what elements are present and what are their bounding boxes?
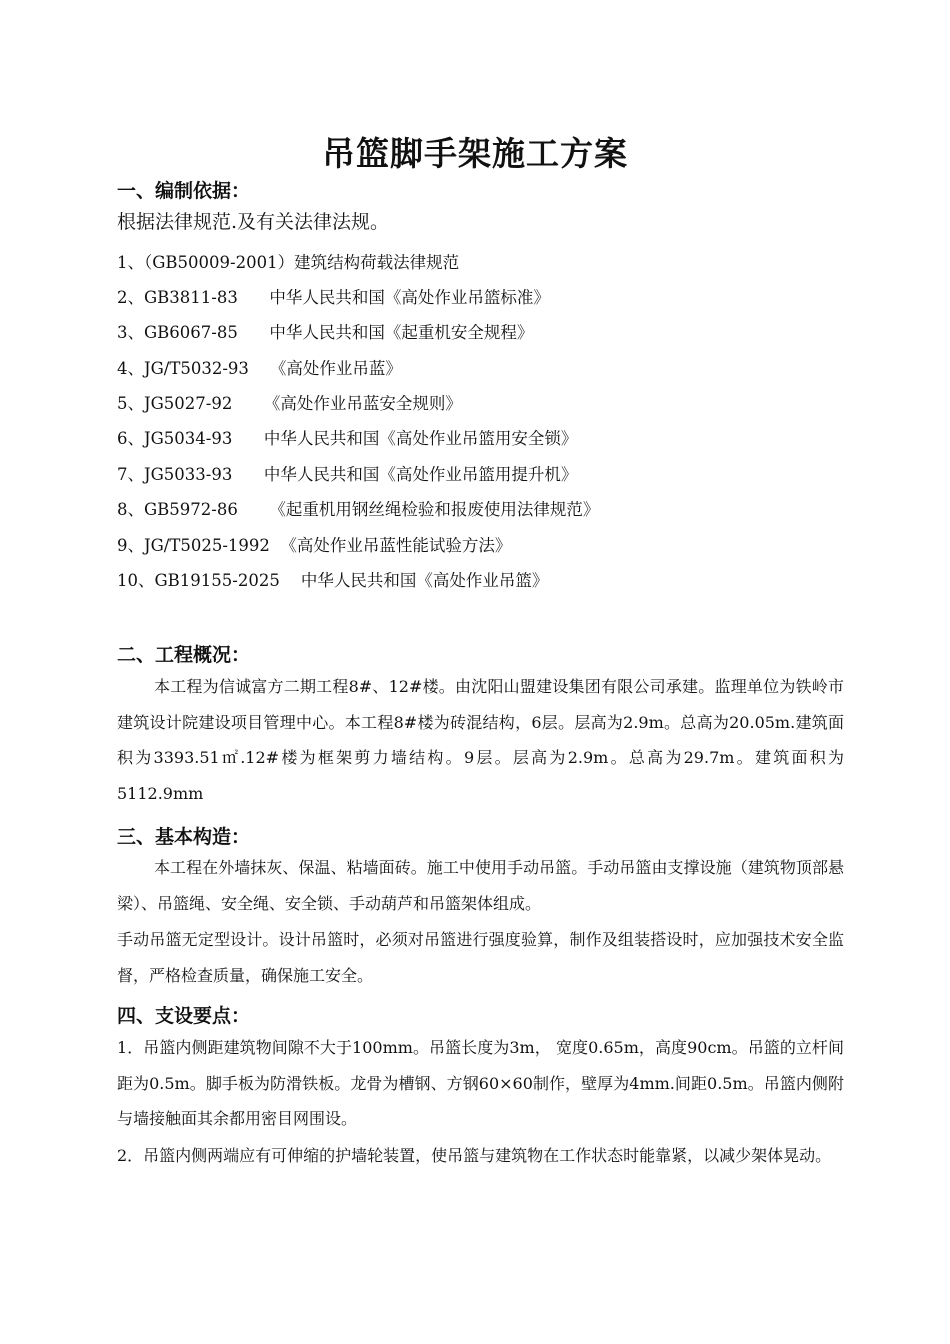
reference-item: 1、（GB50009-2001）建筑结构荷载法律规范 xyxy=(117,253,460,272)
reference-item: 6、JG5034-93 中华人民共和国《高处作业吊篮用安全锁》 xyxy=(117,429,578,448)
overview-paragraph: 本工程为信诚富方二期工程8#、12#楼。由沈阳山盟建设集团有限公司承建。监理单位为铁岭市建筑设计院建设项目管理中心。本工程8#楼为砖混结构，6层。层高为2.9m。总高为20.05m.建筑面积为3393.51㎡.12#楼为框架剪力墙结构。9层。层高为2.9m。总高为29.7m。建筑面积为5112.9mm xyxy=(117,677,844,803)
section-heading-key-points: 四、支设要点： xyxy=(117,1005,251,1027)
reference-item: 3、GB6067-85 中华人民共和国《起重机安全规程》 xyxy=(117,323,534,342)
section-heading-basis: 一、编制依据： xyxy=(117,180,251,202)
key-point-item: 2．吊篮内侧两端应有可伸缩的护墙轮装置，使吊篮与建筑物在工作状态时能靠紧，以减少架体晃动。 xyxy=(117,1146,832,1165)
section-heading-overview: 二、工程概况： xyxy=(117,644,251,666)
structure-paragraph: 手动吊篮无定型设计。设计吊篮时，必须对吊篮进行强度验算，制作及组装搭设时，应加强技术安全监督，严格检查质量，确保施工安全。 xyxy=(117,930,844,985)
structure-paragraph: 本工程在外墙抹灰、保温、粘墙面砖。施工中使用手动吊篮。手动吊篮由支撑设施（建筑物顶部悬梁）、吊篮绳、安全绳、安全锁、手动葫芦和吊篮架体组成。 xyxy=(117,858,844,913)
basis-intro: 根据法律规范.及有关法律法规。 xyxy=(117,211,390,233)
key-point-item: 1．吊篮内侧距建筑物间隙不大于100mm。吊篮长度为3m， 宽度0.65m，高度90cm。吊篮的立杆间距为0.5m。脚手板为防滑铁板。龙骨为槽钢、方钢60×60制作，壁厚为4mm.间距0.5m。吊篮内侧附与墙接触面其余都用密目网围设。 xyxy=(117,1038,844,1128)
section-heading-structure: 三、基本构造： xyxy=(117,826,251,848)
reference-item: 8、GB5972-86 《起重机用钢丝绳检验和报废使用法律规范》 xyxy=(117,500,600,519)
reference-item: 10、GB19155-2025 中华人民共和国《高处作业吊篮》 xyxy=(117,571,549,590)
reference-item: 2、GB3811-83 中华人民共和国《高处作业吊篮标准》 xyxy=(117,288,550,307)
reference-item: 4、JG/T5032-93 《高处作业吊蓝》 xyxy=(117,359,402,378)
reference-item: 7、JG5033-93 中华人民共和国《高处作业吊篮用提升机》 xyxy=(117,465,578,484)
document-title: 吊篮脚手架施工方案 xyxy=(322,134,628,173)
reference-item: 5、JG5027-92 《高处作业吊蓝安全规则》 xyxy=(117,394,462,413)
reference-item: 9、JG/T5025-1992 《高处作业吊蓝性能试验方法》 xyxy=(117,536,512,555)
